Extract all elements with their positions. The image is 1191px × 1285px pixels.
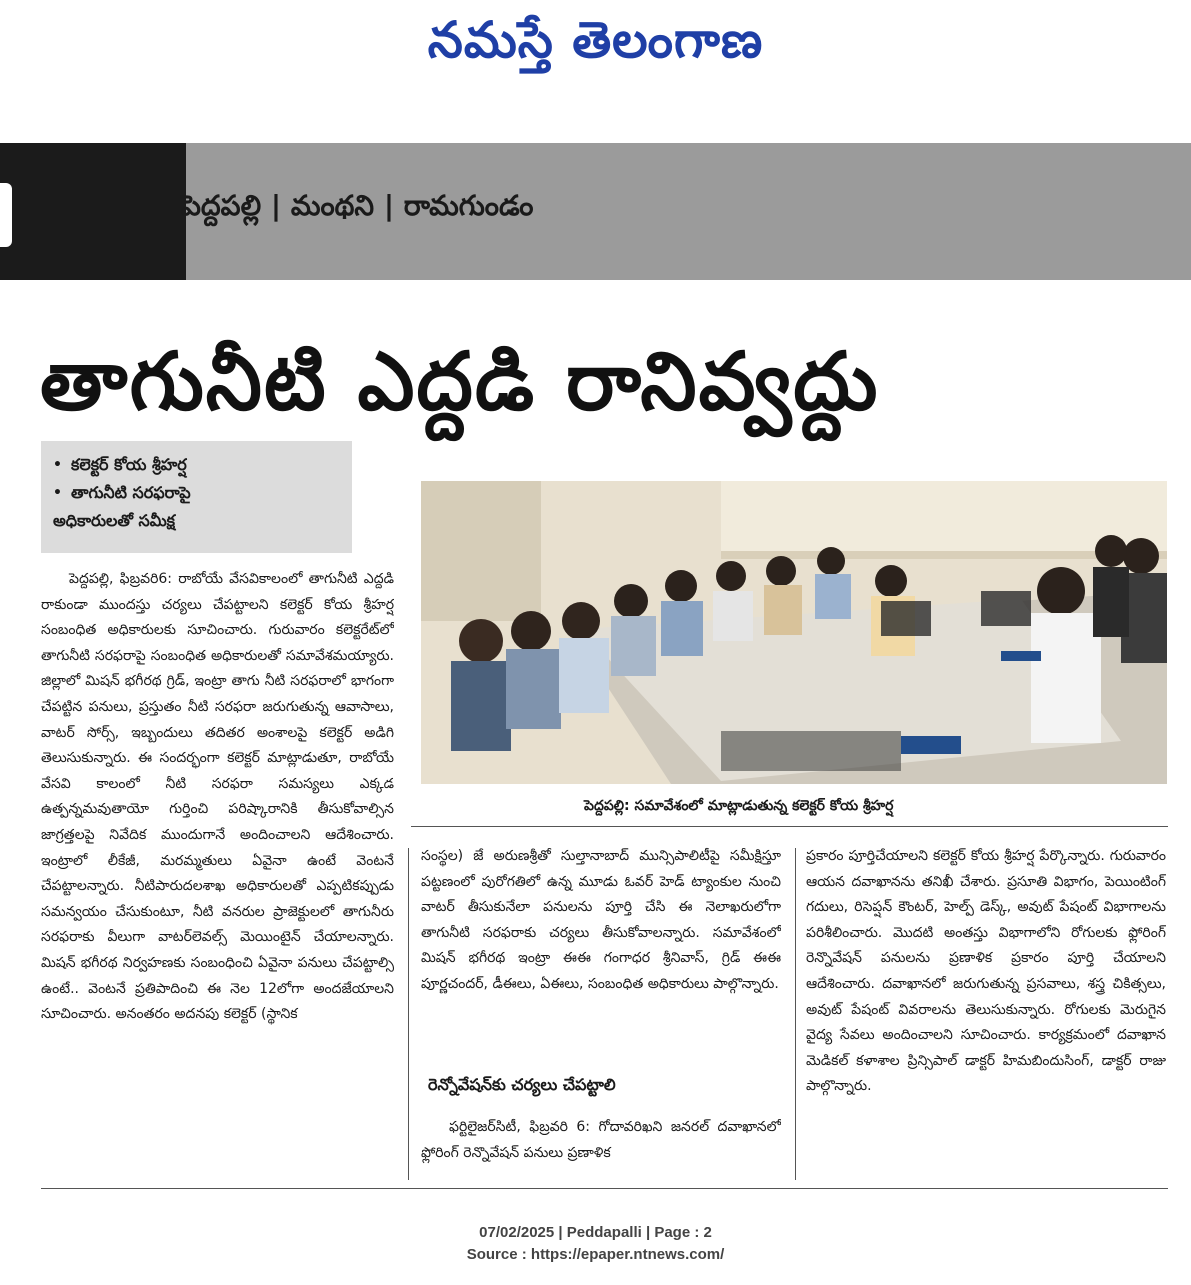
highlight-item — [53, 451, 342, 479]
article-paragraph: ఫర్టిలైజర్‌సిటీ, ఫిబ్రవరి 6: గోదావరిఖని జనరల్ దవాఖానలో ఫ్లోరింగ్ రెన్నొవేషన్ పనులు ప్రణాళిక — [421, 1119, 781, 1161]
meeting-photo — [421, 481, 1167, 784]
headline: తాగునీటి ఎద్దడి రానివ్వద్దు — [40, 335, 880, 428]
section-bar — [0, 143, 1191, 280]
highlight-item — [53, 507, 342, 535]
newspaper-logo: నమస్తే తెలంగాణ — [427, 10, 764, 69]
article-subheading: రెన్నోవేషన్‌కు చర్యలు చేపట్టాలి — [428, 1075, 616, 1094]
highlight-text: కలెక్టర్ కోయ శ్రీహర్ష — [71, 455, 187, 474]
photo-caption: పెద్దపల్లి: సమావేశంలో మాట్లాడుతున్న కలెక్టర్ కోయ శ్రీహర్ష — [584, 798, 894, 814]
meeting-photo-image — [421, 481, 1167, 784]
highlight-text: తాగునీటి సరఫరాపై — [71, 483, 191, 502]
article-paragraph: ప్రకారం పూర్తిచేయాలని కలెక్టర్ కోయ శ్రీహర్ష పేర్కొన్నారు. గురువారం ఆయన దవాఖానను తనిఖీ చేశారు. ప్రసూతి విభాగం, పెయింటింగ్ గదులు, రిసెప్షన్ కౌంటర్, హెల్ప్ డెస్క్, అవుట్ పేషంట్ విభాగాలను పరిశీలించారు. మొదటి అంతస్తు విభాగాలోని రోగులకు ఫ్లోరింగ్ రెన్నొవేషన్ పనులను ప్రణాళిక ప్రకారం పూర్తి చేయాలని ఆదేశించారు. దవాఖానలో జరుగుతున్న ప్రసవాలు, శస్త్ర చికిత్సలు, అవుట్ పేషంట్ వివరాలను తెలుసుకున్నారు. రోగులకు మెరుగైన వైద్య సేవలు అందించాలని సూచించారు. కార్యక్రమంలో దవాఖాన మెడికల్ కళాశాల ప్రిన్సిపాల్ డాక్టర్ హిమబిందుసింగ్, డాక్టర్ రాజు పాల్గొన్నారు. — [806, 848, 1166, 1095]
section-bar-dark-block — [0, 143, 186, 280]
divider — [41, 1188, 1168, 1189]
article-paragraph: పెద్దపల్లి, ఫిబ్రవరి6: రాబోయే వేసవికాలంలో తాగునీటి ఎద్దడి రాకుండా ముందస్తు చర్యలు చేపట్టాలని కలెక్టర్ కోయ శ్రీహర్ష సంబంధిత అధికారులకు సూచించారు. గురువారం కలెక్టరేట్‌లో తాగునీటి సరఫరాపై సంబంధిత అధికారులతో సమావేశమయ్యారు. జిల్లాలో మిషన్ భగీరథ గ్రిడ్, ఇంట్రా తాగు నీటి సరఫరాలో భాగంగా చేపట్టిన పనులు, ప్రస్తుతం నీటి సరఫరా జరుగుతున్న ఆవాసాలు, వాటర్ సోర్స్, ఇబ్బందులు తదితర అంశాలపై కలెక్టర్ అడిగి తెలుసుకున్నారు. ఈ సందర్భంగా కలెక్టర్ మాట్లాడుతూ, రాబోయే వేసవి కాలంలో నీటి సరఫరా సమస్యలు ఎక్కడ ఉత్పన్నమవుతాయో గుర్తించి పరిష్కారానికి తీసుకోవాల్సిన జాగ్రత్తలపై నివేదిక ముందుగానే అందించాలని ఆదేశించారు. ఇంట్రాలో లీకేజీ, మరమ్మతులు ఏవైనా ఉంటే వెంటనే చేపట్టాలన్నారు. నీటిపారుదలశాఖ అధికారులతో ఎప్పటికప్పుడు సమన్వయం చేసుకుంటూ, నీటి వనరుల ప్రాజెక్టులలో తాగునీరు సరఫరాకు వీలుగా వాటర్‌లెవల్స్ మెయింటైన్ చేయాలన్నారు. మిషన్ భగీరథ నిర్వహణకు సంబంధించి ఏవైనా పనులు చేపట్టాల్సి ఉంటే.. వెంటనే ప్రతిపాదించి ఈ నెల 12లోగా అందజేయాలని సూచించారు. అనంతరం అదనపు కలెక్టర్ (స్థానిక — [41, 571, 394, 1023]
bullet-icon: • — [53, 457, 62, 473]
highlight-text: అధికారులతో సమీక్ష — [53, 511, 176, 530]
page-footer — [0, 1222, 1191, 1266]
column-divider — [795, 848, 796, 1180]
column-divider — [408, 848, 409, 1180]
bullet-icon: • — [53, 485, 62, 501]
divider — [411, 826, 1168, 827]
highlights-box — [41, 441, 352, 553]
masthead — [0, 0, 1191, 90]
footer-date-page: 07/02/2025 | Peddapalli | Page : 2 — [479, 1224, 712, 1241]
article-column-1 — [41, 567, 394, 1187]
article-paragraph: సంస్థల) జే అరుణశ్రీతో సుల్తానాబాద్ మున్సిపాలిటీపై సమీక్షిస్తూ పట్టణంలో పురోగతిలో ఉన్న మూడు ఓవర్ హెడ్ ట్యాంకుల నుంచి వాటర్ తీసుకునేలా పనులను పూర్తి చేసి ఈ నెలాఖరులోగా తాగునీటి సరఫరాకు చర్యలు తీసుకోవాలన్నారు. సమావేశంలో మిషన్ భగీరథ ఇంట్రా ఈఈ గంగాధర శ్రీనివాస్, గ్రిడ్ ఈఈ పూర్ణచందర్, డీఈలు, ఏఈలు, సంబంధిత అధికారులు పాల్గొన్నారు. — [421, 848, 781, 992]
article-column-3 — [806, 844, 1166, 1184]
footer-source: Source : https://epaper.ntnews.com/ — [466, 1246, 725, 1263]
section-title: పెద్దపల్లి | మంథని | రామగుండం — [181, 189, 534, 222]
highlight-item — [53, 479, 342, 507]
